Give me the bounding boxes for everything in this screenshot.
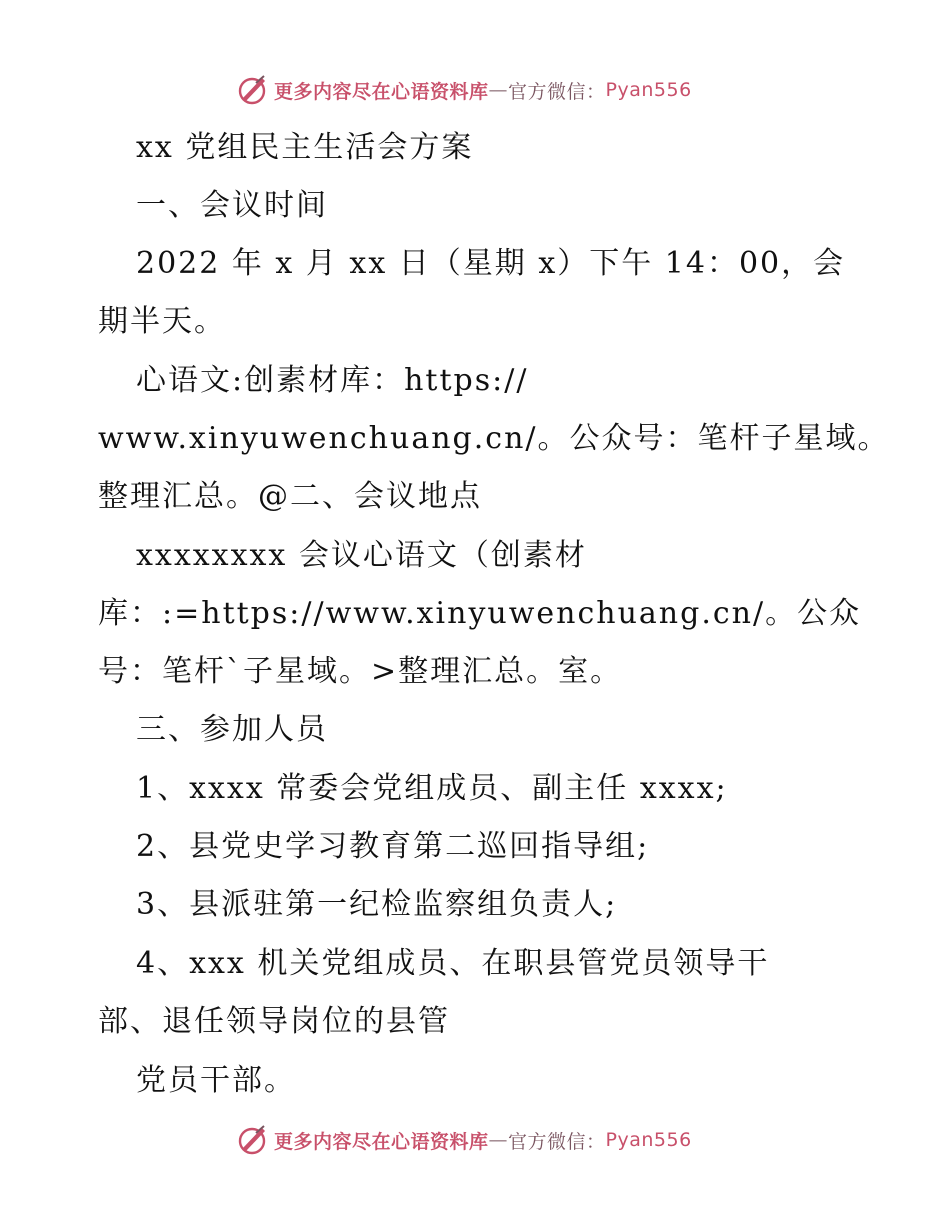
banner-official-label: 官方微信： bbox=[508, 1130, 606, 1153]
paragraph-line: 期半天。 bbox=[98, 304, 226, 339]
paragraph-line: 2022 年 x 月 xx 日（星期 x）下午 14：00，会 bbox=[136, 246, 846, 281]
list-item: 3、县派驻第一纪检监察组负责人; bbox=[136, 887, 618, 922]
footer-banner bbox=[236, 1122, 692, 1158]
paragraph-line: www.xinyuwenchuang.cn/。公众号：笔杆子星域。 bbox=[98, 421, 890, 456]
list-item: 1、xxxx 常委会党组成员、副主任 xxxx; bbox=[136, 771, 728, 806]
banner-dash: — bbox=[488, 79, 509, 101]
paragraph-line: 库：:=https://www.xinyuwenchuang.cn/。公众 bbox=[98, 596, 862, 631]
list-item: 4、xxx 机关党组成员、在职县管党员领导干 bbox=[136, 946, 770, 981]
list-item: 2、县党史学习教育第二巡回指导组; bbox=[136, 829, 650, 864]
section-heading-time: 一、会议时间 bbox=[136, 188, 328, 223]
section-heading-attendees: 三、参加人员 bbox=[136, 712, 328, 747]
banner-wechat-id: Pyan556 bbox=[605, 1129, 692, 1151]
list-item-continuation: 党员干部。 bbox=[136, 1063, 296, 1098]
paragraph-line: 整理汇总。@二、会议地点 bbox=[98, 479, 482, 514]
paragraph-line: 号：笔杆`子星域。>整理汇总。室。 bbox=[98, 654, 623, 689]
paragraph-line: 心语文:创素材库：https:// bbox=[136, 363, 529, 398]
paragraph-line: xxxxxxxx 会议心语文（创素材 bbox=[136, 538, 587, 573]
quill-pen-logo-icon bbox=[236, 1123, 270, 1157]
list-item-continuation: 部、退任领导岗位的县管 bbox=[98, 1004, 450, 1039]
banner-official-label: 官方微信： bbox=[508, 80, 606, 103]
banner-wechat-id: Pyan556 bbox=[605, 79, 692, 101]
banner-lead-text: 更多内容尽在心语资料库 bbox=[274, 80, 489, 103]
banner-dash: — bbox=[488, 1129, 509, 1151]
document-title: xx 党组民主生活会方案 bbox=[136, 130, 474, 165]
banner-lead-text: 更多内容尽在心语资料库 bbox=[274, 1130, 489, 1153]
